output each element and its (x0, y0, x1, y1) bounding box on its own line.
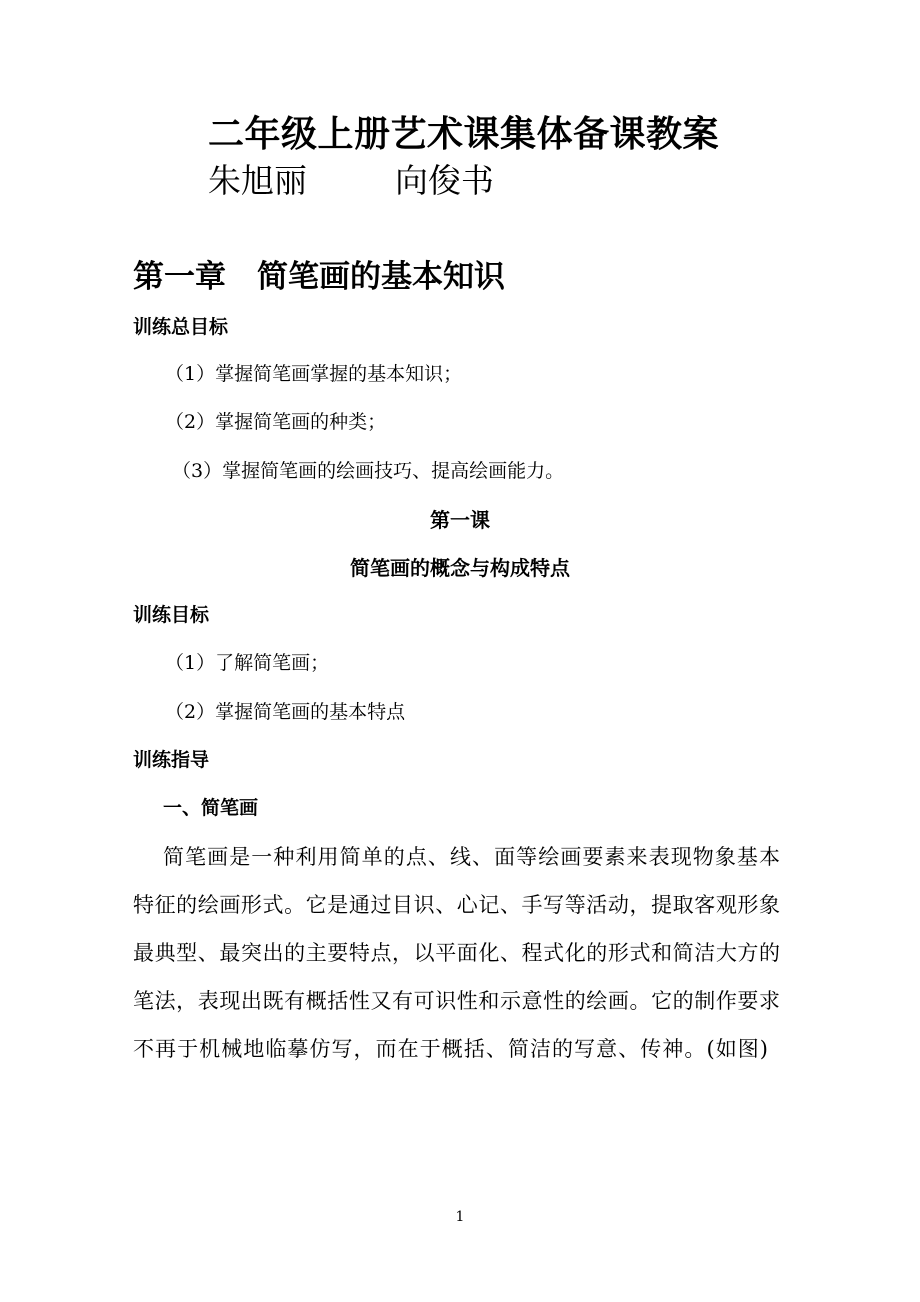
paragraph-line: 不再于机械地临摹仿写，而在于概括、简洁的写意、传神。(如图) (133, 1037, 768, 1061)
paragraph-line: 笔法，表现出既有概括性又有可识性和示意性的绘画。它的制作要求 (133, 989, 780, 1013)
document-title: 二年级上册艺术课集体备课教案 (208, 113, 720, 155)
lesson-title: 简笔画的概念与构成特点 (350, 556, 570, 580)
page-number: 1 (455, 1209, 465, 1225)
author-1: 朱旭丽 (208, 161, 307, 200)
overall-goal-item: （2）掌握简笔画的种类； (165, 411, 387, 433)
author-2: 向俊书 (395, 161, 494, 200)
overall-goal-heading: 训练总目标 (133, 316, 229, 338)
chapter-heading: 第一章 简笔画的基本知识 (133, 259, 505, 295)
overall-goal-item: （3）掌握简笔画的绘画技巧、提高绘画能力。 (172, 460, 565, 482)
paragraph-line: 最典型、最突出的主要特点，以平面化、程式化的形式和简洁大方的 (133, 941, 780, 965)
guide-heading: 训练指导 (133, 749, 210, 771)
paragraph-line: 特征的绘画形式。它是通过目识、心记、手写等活动，提取客观形象 (133, 893, 780, 917)
goal-item: （2）掌握简笔画的基本特点 (165, 701, 406, 723)
section-heading: 一、简笔画 (163, 797, 259, 819)
goal-heading: 训练目标 (133, 604, 210, 626)
overall-goal-item: （1）掌握简笔画掌握的基本知识； (165, 363, 463, 385)
paragraph-line: 简笔画是一种利用简单的点、线、面等绘画要素来表现物象基本 (163, 845, 780, 869)
lesson-number: 第一课 (430, 508, 490, 532)
goal-item: （1）了解简笔画； (165, 652, 330, 674)
